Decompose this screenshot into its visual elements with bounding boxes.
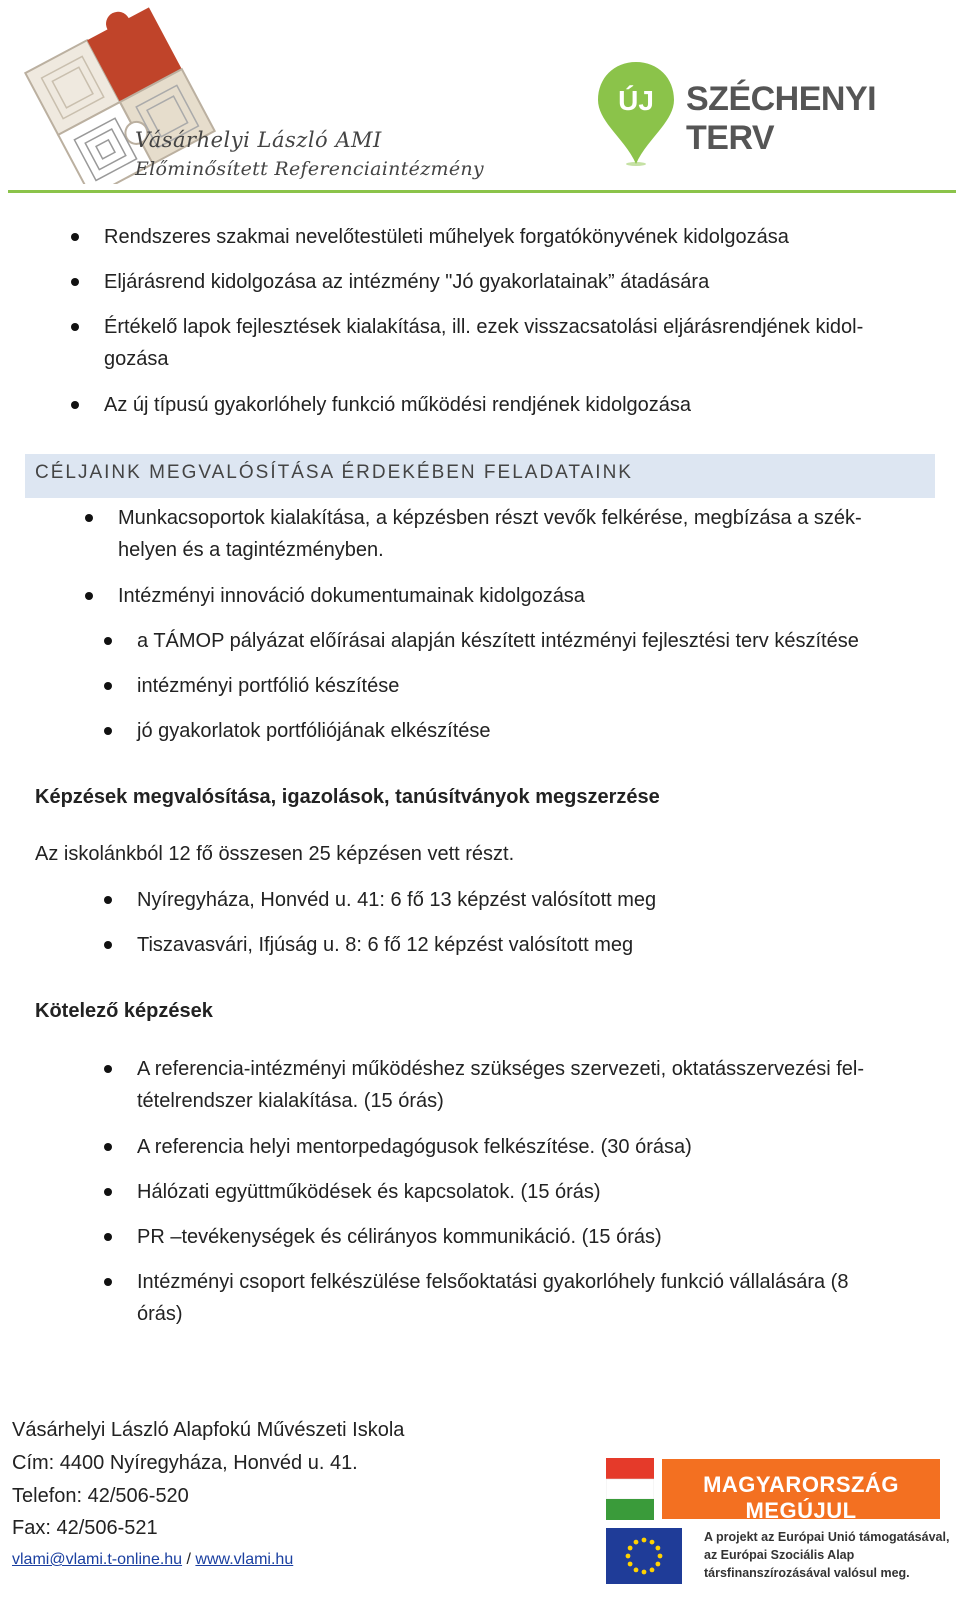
header-divider [8,190,956,193]
location-item-1 [137,884,656,916]
footer-address: Cím: 4400 Nyíregyháza, Honvéd u. 41. [12,1452,358,1474]
sub-bullet-2 [137,670,399,702]
bullet-dot [104,1278,112,1286]
bullet-dot [85,514,93,522]
list-item-text: helyen és a tagintézményben. [118,539,384,561]
footer-school-name: Vásárhelyi László Alapfokú Művészeti Iskola [12,1419,405,1441]
mandatory-item-4 [137,1221,662,1253]
eu-text-line: A projekt az Európai Unió támogatásával, [704,1530,950,1544]
intro-bullet-3 [104,311,863,375]
mandatory-item-3 [137,1176,601,1208]
bullet-dot [104,637,112,645]
task-bullet-2 [118,580,585,612]
list-item-text: Tiszavasvári, Ifjúság u. 8: 6 fő 12 képzést valósított meg [137,934,634,956]
eu-text-line: társfinanszírozásával valósul meg. [704,1566,910,1580]
hungarian-flag-icon [606,1458,654,1520]
bullet-dot [71,323,79,331]
task-bullet-1 [118,502,862,566]
bullet-dot [104,941,112,949]
footer-links [12,1544,293,1576]
szt-badge-text: ÚJ [618,85,654,116]
bullet-dot [71,233,79,241]
list-item-text: intézményi portfólió készítése [137,675,400,697]
mandatory-item-2 [137,1131,692,1163]
magyarorszag-megujul-label: MAGYARORSZÁG MEGÚJUL [703,1472,899,1523]
list-item-text: Hálózati együttműködések és kapcsolatok. (15 órás) [137,1181,601,1203]
bullet-dot [104,1065,112,1073]
list-item-text: Intézményi csoport felkészülése felsőoktatási gyakorlóhely funkció vállalására (8 [137,1271,849,1293]
bullet-dot [104,682,112,690]
list-item-text: jó gyakorlatok portfóliójának elkészítése [137,720,491,742]
mandatory-item-1 [137,1053,864,1117]
footer-website-link[interactable]: www.vlami.hu [195,1551,294,1568]
sub-bullet-1 [137,625,859,657]
eu-stars-icon [606,1528,682,1584]
bullet-dot [85,592,93,600]
bullet-dot [104,896,112,904]
footer-phone: Telefon: 42/506-520 [12,1485,189,1507]
list-item-text: PR –tevékenységek és célirányos kommunikáció. (15 órás) [137,1226,662,1248]
intro-bullet-4 [104,389,691,421]
list-item-text: Értékelő lapok fejlesztések kialakítása, ill. ezek visszacsatolási eljárásrendjének kidol- [104,316,864,338]
list-item-text: Nyíregyháza, Honvéd u. 41: 6 fő 13 képzést valósított meg [137,889,657,911]
ami-puzzle-logo [8,4,228,184]
eu-support-text [704,1528,949,1582]
eu-text-line: az Európai Szociális Alap [704,1548,855,1562]
footer-fax: Fax: 42/506-521 [12,1517,158,1539]
intro-bullet-2 [104,266,709,298]
puzzle-logo-icon [8,4,228,184]
bullet-dot [71,401,79,409]
szechenyi-terv-name: SZÉCHENYI TERV [686,80,877,157]
list-item-text: Munkacsoportok kialakítása, a képzésben részt vevők felkérése, megbízása a szék- [118,507,862,529]
mandatory-item-5 [137,1266,848,1330]
location-item-2 [137,929,633,961]
bullet-dot [71,278,79,286]
sub-bullet-3 [137,715,491,747]
list-item-text: a TÁMOP pályázat előírásai alapján készített intézményi fejlesztési terv készítése [137,630,859,652]
bullet-dot [104,1143,112,1151]
list-item-text: órás) [137,1303,183,1325]
list-item-text: Az új típusú gyakorlóhely funkció működési rendjének kidolgozása [104,394,692,416]
bullet-dot [104,727,112,735]
list-item-text: Eljárásrend kidolgozása az intézmény "Jó gyakorlatainak” átadására [104,271,710,293]
mandatory-heading: Kötelező képzések [35,1000,213,1022]
list-item-text: A referencia-intézményi működéshez szükséges szervezeti, oktatásszervezési fel- [137,1058,864,1080]
bullet-dot [104,1233,112,1241]
section-title: CÉLJAINK MEGVALÓSÍTÁSA ÉRDEKÉBEN FELADATAINK [35,462,633,483]
trainings-heading: Képzések megvalósítása, igazolások, tanúsítványok megszerzése [35,786,660,808]
footer-email-link[interactable]: vlami@vlami.t-online.hu [12,1551,183,1568]
footer-link-separator: / [182,1551,196,1568]
list-item-text: Rendszeres szakmai nevelőtestületi műhelyek forgatókönyvének kidolgozása [104,226,789,248]
list-item-text: A referencia helyi mentorpedagógusok felkészítése. (30 órása) [137,1136,692,1158]
list-item-text: gozása [104,348,169,370]
list-item-text: tételrendszer kialakítása. (15 órás) [137,1090,444,1112]
list-item-text: Intézményi innováció dokumentumainak kidolgozása [118,585,585,607]
bullet-dot [104,1188,112,1196]
flag-icon [606,1458,654,1520]
szechenyi-pin-logo [596,60,676,166]
trainings-summary: Az iskolánkból 12 fő összesen 25 képzésen vett részt. [35,843,515,865]
intro-bullet-1 [104,221,789,253]
ami-subtitle: Előminősített Referenciaintézmény [135,158,484,180]
eu-flag-icon [606,1528,682,1584]
ami-name: Vásárhelyi László AMI [135,128,382,152]
map-pin-icon [596,60,676,166]
